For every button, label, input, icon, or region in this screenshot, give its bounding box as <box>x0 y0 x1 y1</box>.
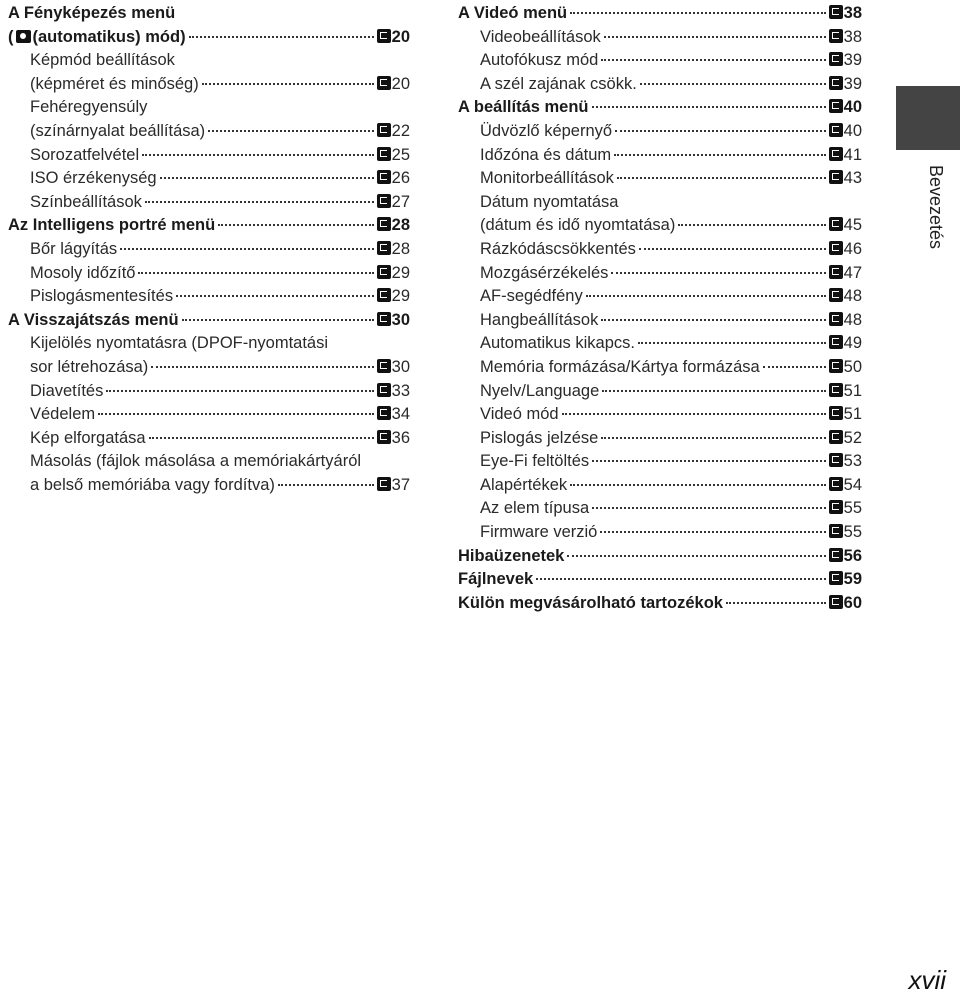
page-number-ref: 34 <box>391 405 410 424</box>
entry-text: a belső memóriába vagy fordítva) <box>30 475 275 494</box>
dot-leader <box>602 390 825 392</box>
entry-continuation <box>458 214 862 238</box>
page-reference[interactable] <box>829 380 862 404</box>
entry-text: (dátum és idő nyomtatása) <box>480 216 676 235</box>
page-number-ref: 25 <box>391 145 410 164</box>
entry-title: A Videó menü <box>458 4 568 22</box>
toc-entry[interactable] <box>8 2 410 49</box>
entry-title: A szél zajának csökk. <box>480 74 637 93</box>
page-reference[interactable] <box>377 262 410 286</box>
book-icon <box>829 147 843 161</box>
entry-continuation <box>8 474 410 498</box>
dot-leader <box>678 224 825 226</box>
book-icon <box>377 217 391 231</box>
page-number-ref: 37 <box>391 475 410 494</box>
entry-title: Külön megvásárolható tartozékok <box>458 593 723 612</box>
page-number-ref: 29 <box>391 263 410 282</box>
toc-column-left <box>8 2 410 497</box>
book-icon <box>377 241 391 255</box>
toc-entry[interactable] <box>8 285 410 309</box>
book-icon <box>377 29 391 43</box>
toc-entry[interactable] <box>458 144 862 168</box>
page-reference[interactable] <box>377 474 410 498</box>
book-icon <box>377 76 391 90</box>
dot-leader <box>182 319 374 321</box>
toc-entry[interactable] <box>458 49 862 73</box>
toc-entry[interactable] <box>458 332 862 356</box>
page-reference[interactable] <box>377 73 410 97</box>
entry-title: Fájlnevek <box>458 570 534 589</box>
entry-text: ( <box>8 27 14 46</box>
entry-text: sor létrehozása) <box>30 357 149 376</box>
toc-entry[interactable] <box>458 450 862 474</box>
entry-title: A beállítás menü <box>458 98 589 117</box>
toc-entry[interactable] <box>8 191 410 215</box>
toc-entry[interactable] <box>458 592 862 616</box>
toc-entry[interactable] <box>8 332 410 379</box>
toc-entry[interactable] <box>458 120 862 144</box>
toc-entry[interactable] <box>8 167 410 191</box>
page-reference[interactable] <box>377 356 410 380</box>
dot-leader <box>604 36 826 38</box>
page-number-ref: 38 <box>843 4 862 22</box>
dot-leader <box>592 106 826 108</box>
page-number-ref: 50 <box>843 357 862 376</box>
entry-title: Üdvözlő képernyő <box>480 121 613 140</box>
entry-title: Hibaüzenetek <box>458 546 565 565</box>
dot-leader <box>536 578 825 580</box>
page-number-ref: 55 <box>843 523 862 542</box>
dot-leader <box>218 224 373 226</box>
entry-title: Kép elforgatása <box>30 428 146 447</box>
entry-title: ISO érzékenység <box>30 169 157 188</box>
page-number-ref: 51 <box>843 381 862 400</box>
page-reference[interactable] <box>829 356 862 380</box>
page-reference[interactable] <box>829 403 862 427</box>
toc-entry[interactable] <box>8 309 410 333</box>
page-number-ref: 52 <box>843 428 862 447</box>
toc-entry[interactable] <box>8 450 410 497</box>
entry-title: Nyelv/Language <box>480 381 600 400</box>
page-reference[interactable] <box>829 96 862 120</box>
toc-entry[interactable] <box>8 380 410 404</box>
dot-leader <box>726 602 826 604</box>
entry-title: Mozgásérzékelés <box>480 263 609 282</box>
page-reference[interactable] <box>377 380 410 404</box>
page-reference[interactable] <box>829 262 862 286</box>
page-reference[interactable] <box>829 285 862 309</box>
dot-leader <box>138 272 373 274</box>
book-icon <box>377 147 391 161</box>
dot-leader <box>640 83 826 85</box>
entry-title: Alapértékek <box>480 475 568 494</box>
page-number-ref: 22 <box>391 121 410 140</box>
page-reference[interactable] <box>829 450 862 474</box>
dot-leader <box>208 130 373 132</box>
toc-entry[interactable] <box>458 474 862 498</box>
toc-entry[interactable] <box>458 427 862 451</box>
dot-leader <box>586 295 826 297</box>
book-icon <box>829 52 843 66</box>
toc-column-right <box>458 2 862 615</box>
entry-title: Diavetítés <box>30 381 104 400</box>
book-icon <box>829 500 843 514</box>
page-reference[interactable] <box>829 474 862 498</box>
page-reference[interactable] <box>377 26 410 50</box>
page-number-ref: 48 <box>843 310 862 329</box>
entry-title: Videó mód <box>480 405 559 424</box>
page-number-ref: 46 <box>843 239 862 258</box>
toc-entry[interactable] <box>458 26 862 50</box>
toc-entry[interactable] <box>458 403 862 427</box>
entry-text: (képméret és minőség) <box>30 74 199 93</box>
dot-leader <box>600 531 825 533</box>
page-reference[interactable] <box>829 2 862 26</box>
toc-entry[interactable] <box>458 262 862 286</box>
dot-leader <box>592 460 826 462</box>
page-reference[interactable] <box>829 167 862 191</box>
toc-entry[interactable] <box>458 545 862 569</box>
page-reference[interactable] <box>829 332 862 356</box>
page-number-ref: 28 <box>391 239 410 258</box>
dot-leader <box>145 201 374 203</box>
page-reference[interactable] <box>829 26 862 50</box>
book-icon <box>829 571 843 585</box>
page-number-ref: 20 <box>391 74 410 93</box>
dot-leader <box>567 555 825 557</box>
page-number-ref: 54 <box>843 475 862 494</box>
page-reference[interactable] <box>829 521 862 545</box>
page-number-ref: 43 <box>843 169 862 188</box>
page-reference[interactable] <box>377 144 410 168</box>
page-reference[interactable] <box>829 120 862 144</box>
book-icon <box>829 548 843 562</box>
toc-entry[interactable] <box>8 49 410 96</box>
entry-title: Dátum nyomtatása <box>480 192 619 211</box>
toc-entry[interactable] <box>458 568 862 592</box>
dot-leader <box>615 130 826 132</box>
page-reference[interactable] <box>829 214 862 238</box>
entry-title: Automatikus kikapcs. <box>480 334 635 353</box>
entry-title: A Visszajátszás menü <box>8 310 179 329</box>
section-label: Bevezetés <box>926 165 946 250</box>
book-icon <box>829 170 843 184</box>
entry-title: Eye-Fi feltöltés <box>480 452 590 471</box>
page-number-ref: 51 <box>843 405 862 424</box>
dot-leader <box>570 12 826 14</box>
entry-title: Pislogásmentesítés <box>30 287 174 306</box>
book-icon <box>829 335 843 349</box>
page-number-ref: 27 <box>391 192 410 211</box>
page-reference[interactable] <box>377 238 410 262</box>
book-icon <box>829 29 843 43</box>
toc-entry[interactable] <box>458 356 862 380</box>
book-icon <box>829 241 843 255</box>
entry-title: Másolás (fájlok másolása a memóriakártyáról <box>30 452 362 471</box>
page-number-ref: 40 <box>843 121 862 140</box>
dot-leader <box>592 507 826 509</box>
dot-leader <box>614 154 825 156</box>
entry-title: Képmód beállítások <box>30 51 175 70</box>
page-number-ref: 49 <box>843 334 862 353</box>
dot-leader <box>149 437 374 439</box>
page-number-ref: 33 <box>391 381 410 400</box>
toc-entry[interactable] <box>8 214 410 238</box>
page-reference[interactable] <box>377 427 410 451</box>
dot-leader <box>638 342 826 344</box>
dot-leader <box>120 248 374 250</box>
page-number-ref: 26 <box>391 169 410 188</box>
dot-leader <box>562 413 826 415</box>
entry-title: Videobeállítások <box>480 27 601 46</box>
page-number-ref: 28 <box>391 216 410 235</box>
toc-entry[interactable] <box>8 427 410 451</box>
dot-leader <box>189 36 374 38</box>
dot-leader <box>278 484 374 486</box>
book-icon <box>377 383 391 397</box>
book-icon <box>377 123 391 137</box>
entry-title: Rázkódáscsökkentés <box>480 239 636 258</box>
toc-entry[interactable] <box>8 96 410 143</box>
page-number-ref: 29 <box>391 287 410 306</box>
entry-title: Színbeállítások <box>30 192 142 211</box>
toc-entry[interactable] <box>458 191 862 238</box>
toc-entry[interactable] <box>8 262 410 286</box>
entry-title: Mosoly időzítő <box>30 263 136 282</box>
page-reference[interactable] <box>829 592 862 616</box>
dot-leader <box>151 366 373 368</box>
book-icon <box>829 123 843 137</box>
page-number-ref: 36 <box>391 428 410 447</box>
book-icon <box>377 477 391 491</box>
entry-title: Pislogás jelzése <box>480 428 599 447</box>
page-reference[interactable] <box>377 120 410 144</box>
entry-title: Autofókusz mód <box>480 51 599 70</box>
book-icon <box>829 430 843 444</box>
entry-title: Monitorbeállítások <box>480 169 614 188</box>
book-icon <box>377 170 391 184</box>
dot-leader <box>142 154 373 156</box>
entry-continuation <box>8 26 410 50</box>
page-number-ref: 41 <box>843 145 862 164</box>
book-icon <box>377 194 391 208</box>
entry-continuation <box>8 356 410 380</box>
book-icon <box>829 359 843 373</box>
entry-title: Hangbeállítások <box>480 310 599 329</box>
book-icon <box>829 595 843 609</box>
page-reference[interactable] <box>377 285 410 309</box>
toc-entry[interactable] <box>458 521 862 545</box>
entry-title: Az Intelligens portré menü <box>8 216 216 235</box>
page-number-ref: 60 <box>843 593 862 612</box>
book-icon <box>829 76 843 90</box>
toc-entry[interactable] <box>458 167 862 191</box>
section-tab <box>896 86 960 150</box>
book-icon <box>829 99 843 113</box>
dot-leader <box>601 319 825 321</box>
page-number-ref: 38 <box>843 27 862 46</box>
entry-title: Az elem típusa <box>480 499 590 518</box>
page-reference[interactable] <box>829 568 862 592</box>
book-icon <box>829 524 843 538</box>
camera-icon <box>16 30 31 43</box>
toc-entry[interactable] <box>458 2 862 26</box>
book-icon <box>829 406 843 420</box>
dot-leader <box>617 177 826 179</box>
page-number-ref: 47 <box>843 263 862 282</box>
dot-leader <box>202 83 374 85</box>
toc-entry[interactable] <box>458 238 862 262</box>
book-icon <box>829 288 843 302</box>
book-icon <box>377 288 391 302</box>
page-number-ref: 59 <box>843 570 862 589</box>
dot-leader <box>763 366 826 368</box>
dot-leader <box>160 177 374 179</box>
page-reference[interactable] <box>829 545 862 569</box>
book-icon <box>829 217 843 231</box>
book-icon <box>377 312 391 326</box>
toc-entry[interactable] <box>458 309 862 333</box>
page-number-ref: 55 <box>843 499 862 518</box>
book-icon <box>377 430 391 444</box>
book-icon <box>829 453 843 467</box>
entry-title: Időzóna és dátum <box>480 145 612 164</box>
toc-entry[interactable] <box>8 144 410 168</box>
entry-continuation <box>8 73 410 97</box>
entry-title: A Fényképezés menü <box>8 4 176 22</box>
book-icon <box>829 5 843 19</box>
page-reference[interactable] <box>829 49 862 73</box>
page-reference[interactable] <box>829 427 862 451</box>
toc-entry[interactable] <box>8 238 410 262</box>
book-icon <box>377 265 391 279</box>
page-reference[interactable] <box>829 497 862 521</box>
entry-title: Bőr lágyítás <box>30 239 118 258</box>
page-reference[interactable] <box>829 238 862 262</box>
page-number-ref: 39 <box>843 51 862 70</box>
dot-leader <box>106 390 373 392</box>
page-number-ref: 30 <box>391 310 410 329</box>
book-icon <box>829 477 843 491</box>
page-reference[interactable] <box>377 191 410 215</box>
toc-entry[interactable] <box>458 73 862 97</box>
page-number-ref: 53 <box>843 452 862 471</box>
toc-entry[interactable] <box>458 497 862 521</box>
entry-title: Firmware verzió <box>480 523 598 542</box>
page-reference[interactable] <box>377 309 410 333</box>
page-reference[interactable] <box>377 403 410 427</box>
book-icon <box>377 359 391 373</box>
entry-text: (automatikus) mód) <box>32 27 186 46</box>
book-icon <box>829 312 843 326</box>
dot-leader <box>601 59 825 61</box>
dot-leader <box>601 437 825 439</box>
page-reference[interactable] <box>377 167 410 191</box>
toc-entry[interactable] <box>458 96 862 120</box>
entry-text: (színárnyalat beállítása) <box>30 121 206 140</box>
dot-leader <box>639 248 826 250</box>
entry-title: Védelem <box>30 405 96 424</box>
entry-title: Kijelölés nyomtatásra (DPOF-nyomtatási <box>30 334 329 353</box>
book-icon <box>377 406 391 420</box>
page-reference[interactable] <box>829 144 862 168</box>
entry-title: AF-segédfény <box>480 287 583 306</box>
page-number: xvii <box>908 965 946 995</box>
page-reference[interactable] <box>829 309 862 333</box>
page-number-ref: 20 <box>391 27 410 46</box>
dot-leader <box>98 413 374 415</box>
page-reference[interactable] <box>829 73 862 97</box>
page-number-ref: 30 <box>391 357 410 376</box>
entry-title: Memória formázása/Kártya formázása <box>480 357 760 376</box>
toc-entry[interactable] <box>8 403 410 427</box>
page-number-ref: 39 <box>843 74 862 93</box>
dot-leader <box>176 295 374 297</box>
page-number-ref: 40 <box>843 98 862 117</box>
dot-leader <box>611 272 825 274</box>
entry-title: Sorozatfelvétel <box>30 145 140 164</box>
entry-title: Fehéregyensúly <box>30 98 148 117</box>
toc-entry[interactable] <box>458 285 862 309</box>
entry-continuation <box>8 120 410 144</box>
page-number-ref: 45 <box>843 216 862 235</box>
page-number-ref: 56 <box>843 546 862 565</box>
book-icon <box>829 265 843 279</box>
book-icon <box>829 383 843 397</box>
page-reference[interactable] <box>377 214 410 238</box>
dot-leader <box>570 484 826 486</box>
toc-entry[interactable] <box>458 380 862 404</box>
page-number-ref: 48 <box>843 287 862 306</box>
